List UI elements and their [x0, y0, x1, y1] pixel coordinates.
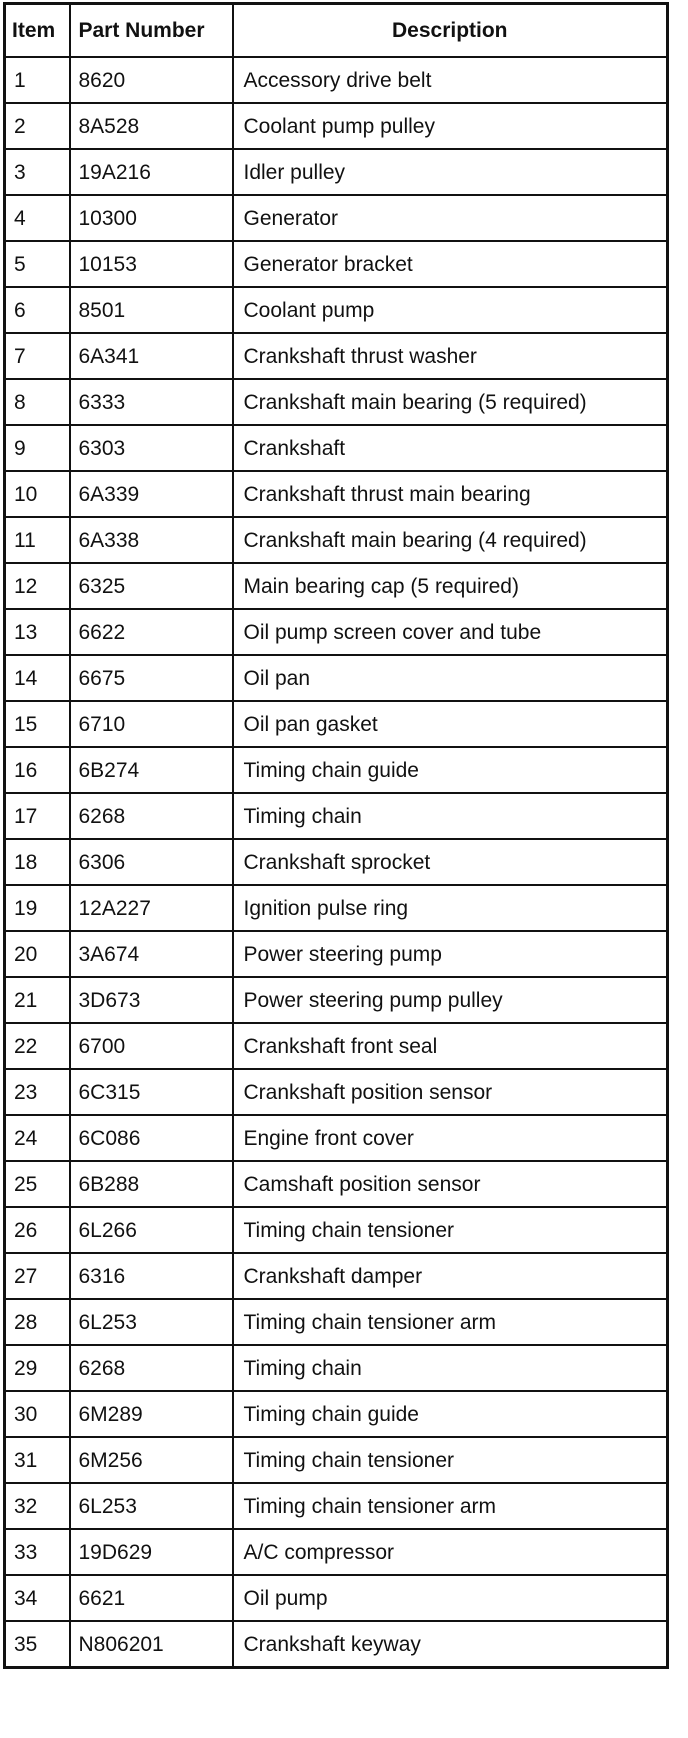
table-row: [5, 931, 668, 977]
description-cell: Timing chain: [233, 793, 668, 839]
part-number-cell: 6A339: [70, 471, 233, 517]
table-row: [5, 149, 668, 195]
part-number-cell: 6M289: [70, 1391, 233, 1437]
table-row: [5, 793, 668, 839]
description-cell: Timing chain guide: [233, 1391, 668, 1437]
part-number-cell: 6A338: [70, 517, 233, 563]
table-row: [5, 1069, 668, 1115]
item-number-cell: 34: [5, 1575, 70, 1621]
description-cell: Power steering pump pulley: [233, 977, 668, 1023]
part-number-cell: 6622: [70, 609, 233, 655]
description-cell: Crankshaft sprocket: [233, 839, 668, 885]
item-number-cell: 27: [5, 1253, 70, 1299]
description-cell: Oil pan: [233, 655, 668, 701]
part-number-cell: 6C086: [70, 1115, 233, 1161]
item-number-cell: 17: [5, 793, 70, 839]
table-row: [5, 839, 668, 885]
part-number-cell: 19D629: [70, 1529, 233, 1575]
item-number-cell: 25: [5, 1161, 70, 1207]
table-row: [5, 1023, 668, 1069]
part-number-cell: 6A341: [70, 333, 233, 379]
table-row: [5, 747, 668, 793]
item-number-cell: 32: [5, 1483, 70, 1529]
description-cell: Timing chain guide: [233, 747, 668, 793]
item-number-cell: 11: [5, 517, 70, 563]
item-number-cell: 14: [5, 655, 70, 701]
item-number-cell: 26: [5, 1207, 70, 1253]
description-cell: Timing chain tensioner: [233, 1437, 668, 1483]
item-number-cell: 18: [5, 839, 70, 885]
part-number-cell: 6L266: [70, 1207, 233, 1253]
table-row: [5, 195, 668, 241]
table-row: [5, 1529, 668, 1575]
table-row: [5, 1207, 668, 1253]
table-row: [5, 885, 668, 931]
part-number-cell: 6M256: [70, 1437, 233, 1483]
description-cell: Timing chain tensioner arm: [233, 1299, 668, 1345]
item-number-cell: 5: [5, 241, 70, 287]
part-number-cell: 6621: [70, 1575, 233, 1621]
description-cell: Generator bracket: [233, 241, 668, 287]
table-row: [5, 1345, 668, 1391]
description-cell: Crankshaft main bearing (4 required): [233, 517, 668, 563]
part-number-cell: 6L253: [70, 1299, 233, 1345]
description-cell: Oil pan gasket: [233, 701, 668, 747]
table-row: [5, 1161, 668, 1207]
table-row: [5, 977, 668, 1023]
item-number-cell: 1: [5, 57, 70, 103]
item-number-cell: 35: [5, 1621, 70, 1668]
table-body: [5, 57, 668, 1668]
description-cell: Crankshaft front seal: [233, 1023, 668, 1069]
description-cell: Timing chain tensioner arm: [233, 1483, 668, 1529]
item-number-cell: 8: [5, 379, 70, 425]
item-number-cell: 21: [5, 977, 70, 1023]
description-cell: Coolant pump pulley: [233, 103, 668, 149]
part-number-cell: N806201: [70, 1621, 233, 1668]
part-number-cell: 3D673: [70, 977, 233, 1023]
part-number-cell: 6B288: [70, 1161, 233, 1207]
item-number-cell: 15: [5, 701, 70, 747]
item-number-cell: 6: [5, 287, 70, 333]
table-row: [5, 1115, 668, 1161]
item-number-cell: 28: [5, 1299, 70, 1345]
table-row: [5, 57, 668, 103]
item-number-cell: 22: [5, 1023, 70, 1069]
part-number-cell: 8620: [70, 57, 233, 103]
item-number-cell: 10: [5, 471, 70, 517]
item-number-cell: 16: [5, 747, 70, 793]
table-row: [5, 655, 668, 701]
part-number-cell: 6268: [70, 793, 233, 839]
item-number-cell: 2: [5, 103, 70, 149]
table-row: [5, 1299, 668, 1345]
item-number-cell: 24: [5, 1115, 70, 1161]
table-row: [5, 103, 668, 149]
part-number-cell: 10300: [70, 195, 233, 241]
table-row: [5, 287, 668, 333]
part-number-cell: 6333: [70, 379, 233, 425]
description-cell: Power steering pump: [233, 931, 668, 977]
part-number-cell: 6325: [70, 563, 233, 609]
description-cell: Idler pulley: [233, 149, 668, 195]
table-row: [5, 1575, 668, 1621]
description-cell: Coolant pump: [233, 287, 668, 333]
item-number-cell: 13: [5, 609, 70, 655]
part-number-cell: 6303: [70, 425, 233, 471]
description-cell: Ignition pulse ring: [233, 885, 668, 931]
column-header-part-number: Part Number: [70, 4, 233, 58]
part-number-cell: 6C315: [70, 1069, 233, 1115]
part-number-cell: 6306: [70, 839, 233, 885]
table-row: [5, 701, 668, 747]
description-cell: Camshaft position sensor: [233, 1161, 668, 1207]
part-number-cell: 3A674: [70, 931, 233, 977]
description-cell: A/C compressor: [233, 1529, 668, 1575]
part-number-cell: 12A227: [70, 885, 233, 931]
item-number-cell: 3: [5, 149, 70, 195]
column-header-description: Description: [233, 4, 668, 58]
description-cell: Engine front cover: [233, 1115, 668, 1161]
description-cell: Generator: [233, 195, 668, 241]
table-row: [5, 333, 668, 379]
part-number-cell: 19A216: [70, 149, 233, 195]
table-row: [5, 517, 668, 563]
table-row: [5, 471, 668, 517]
description-cell: Crankshaft damper: [233, 1253, 668, 1299]
header-row: [5, 4, 668, 58]
part-number-cell: 10153: [70, 241, 233, 287]
item-number-cell: 19: [5, 885, 70, 931]
part-number-cell: 6316: [70, 1253, 233, 1299]
item-number-cell: 33: [5, 1529, 70, 1575]
part-number-cell: 6700: [70, 1023, 233, 1069]
part-number-cell: 6675: [70, 655, 233, 701]
item-number-cell: 9: [5, 425, 70, 471]
part-number-cell: 6710: [70, 701, 233, 747]
description-cell: Crankshaft thrust main bearing: [233, 471, 668, 517]
column-header-item: Item: [5, 4, 70, 58]
table-row: [5, 425, 668, 471]
table-row: [5, 379, 668, 425]
table-header: [5, 4, 668, 58]
item-number-cell: 31: [5, 1437, 70, 1483]
table-row: [5, 241, 668, 287]
description-cell: Main bearing cap (5 required): [233, 563, 668, 609]
parts-table: [3, 2, 669, 1669]
description-cell: Crankshaft main bearing (5 required): [233, 379, 668, 425]
item-number-cell: 23: [5, 1069, 70, 1115]
table-row: [5, 609, 668, 655]
part-number-cell: 8501: [70, 287, 233, 333]
part-number-cell: 6268: [70, 1345, 233, 1391]
description-cell: Timing chain: [233, 1345, 668, 1391]
description-cell: Accessory drive belt: [233, 57, 668, 103]
description-cell: Oil pump: [233, 1575, 668, 1621]
description-cell: Oil pump screen cover and tube: [233, 609, 668, 655]
table-row: [5, 1437, 668, 1483]
item-number-cell: 29: [5, 1345, 70, 1391]
table-row: [5, 563, 668, 609]
table-row: [5, 1391, 668, 1437]
description-cell: Crankshaft keyway: [233, 1621, 668, 1668]
description-cell: Crankshaft thrust washer: [233, 333, 668, 379]
item-number-cell: 4: [5, 195, 70, 241]
table-row: [5, 1253, 668, 1299]
description-cell: Crankshaft: [233, 425, 668, 471]
description-cell: Timing chain tensioner: [233, 1207, 668, 1253]
description-cell: Crankshaft position sensor: [233, 1069, 668, 1115]
item-number-cell: 12: [5, 563, 70, 609]
item-number-cell: 30: [5, 1391, 70, 1437]
part-number-cell: 8A528: [70, 103, 233, 149]
item-number-cell: 20: [5, 931, 70, 977]
part-number-cell: 6L253: [70, 1483, 233, 1529]
table-row: [5, 1483, 668, 1529]
part-number-cell: 6B274: [70, 747, 233, 793]
item-number-cell: 7: [5, 333, 70, 379]
table-row: [5, 1621, 668, 1668]
